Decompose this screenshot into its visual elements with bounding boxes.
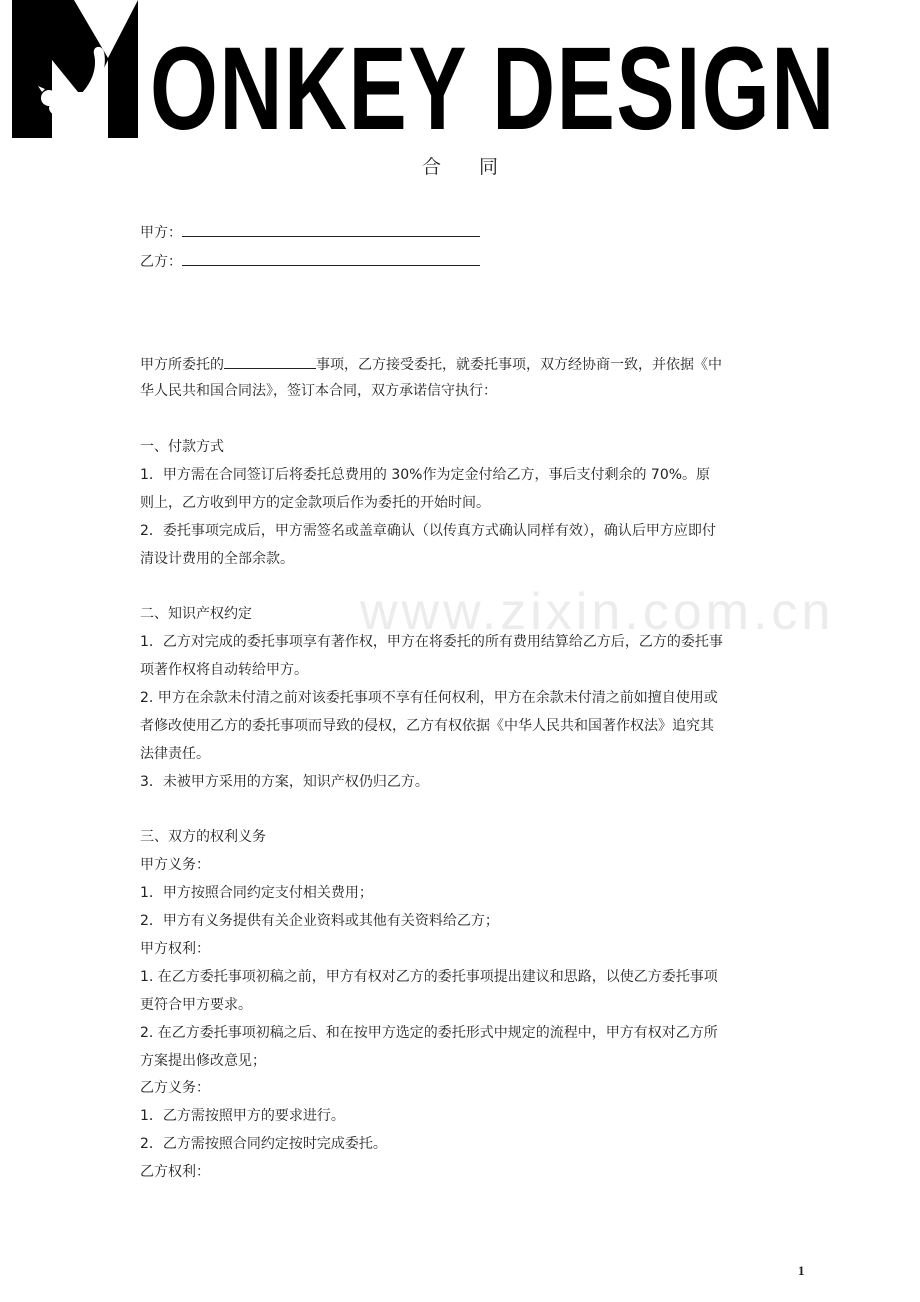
page-number: 1 [798, 1263, 805, 1278]
section-1-line: 1．甲方需在合同签订后将委托总费用的 30%作为定金付给乙方，事后支付剩余的 70%。原 [140, 467, 711, 483]
section-3-line: 2．乙方需按照合同约定按时完成委托。 [140, 1136, 387, 1152]
section-1-heading: 一、付款方式 [140, 439, 224, 455]
section-3-line: 方案提出修改意见； [140, 1053, 266, 1069]
section-2-line: 者修改使用乙方的委托事项而导致的侵权，乙方有权依据《中华人民共和国著作权法》追究其 [140, 718, 714, 734]
party-b-blank [182, 250, 480, 266]
page-title: 合同 [421, 156, 536, 178]
intro-text-before: 甲方所委托的 [140, 357, 224, 373]
section-2-heading: 二、知识产权约定 [140, 606, 252, 622]
section-3-line: 乙方权利： [140, 1164, 210, 1180]
section-2-line: 2. 甲方在余款未付清之前对该委托事项不享有任何权利，甲方在余款未付清之前如擅自使用或 [140, 690, 718, 706]
party-b-label: 乙方： [140, 254, 182, 270]
section-3-line: 乙方义务： [140, 1080, 210, 1096]
section-3-heading: 三、双方的权利义务 [140, 829, 266, 845]
section-3-line: 甲方义务： [140, 857, 210, 873]
party-a-blank [182, 221, 480, 237]
logo-wordmark: ONKEY DESIGN [150, 23, 836, 155]
section-2-line: 1．乙方对完成的委托事项享有著作权，甲方在将委托的所有费用结算给乙方后，乙方的委托事 [140, 634, 723, 650]
intro-line-2: 华人民共和国合同法》，签订本合同，双方承诺信守执行： [140, 383, 497, 399]
section-2-line: 项著作权将自动转给甲方。 [140, 662, 308, 678]
section-2-line: 3．未被甲方采用的方案，知识产权仍归乙方。 [140, 774, 429, 790]
section-3-line: 2. 在乙方委托事项初稿之后、和在按甲方选定的委托形式中规定的流程中，甲方有权对乙方所 [140, 1025, 718, 1041]
section-3-line: 更符合甲方要求。 [140, 997, 252, 1013]
section-3-line: 1. 在乙方委托事项初稿之前，甲方有权对乙方的委托事项提出建议和思路，以使乙方委托事项 [140, 969, 718, 985]
section-1-line: 则上，乙方收到甲方的定金款项后作为委托的开始时间。 [140, 495, 490, 511]
party-b-line [140, 250, 815, 272]
party-a-label: 甲方： [140, 225, 182, 241]
section-3-line: 1．乙方需按照甲方的要求进行。 [140, 1108, 345, 1124]
section-3-line: 甲方权利： [140, 941, 210, 957]
section-1-line: 清设计费用的全部余款。 [140, 551, 294, 567]
monkey-design-logo [12, 0, 854, 155]
section-2-line: 法律责任。 [140, 746, 210, 762]
section-3-line: 1．甲方按照合同约定支付相关费用； [140, 885, 373, 901]
section-3-line: 2．甲方有义务提供有关企业资料或其他有关资料给乙方； [140, 913, 499, 929]
party-a-line [140, 221, 815, 243]
section-1-line: 2．委托事项完成后，甲方需签名或盖章确认（以传真方式确认同样有效），确认后甲方应即付 [140, 523, 716, 539]
intro-text-after: 事项，乙方接受委托，就委托事项，双方经协商一致，并依据《中 [316, 357, 722, 373]
watermark: www.zixin.com.cn [360, 583, 835, 641]
intro-line-1 [140, 353, 815, 375]
entrusted-matter-blank [224, 353, 316, 369]
